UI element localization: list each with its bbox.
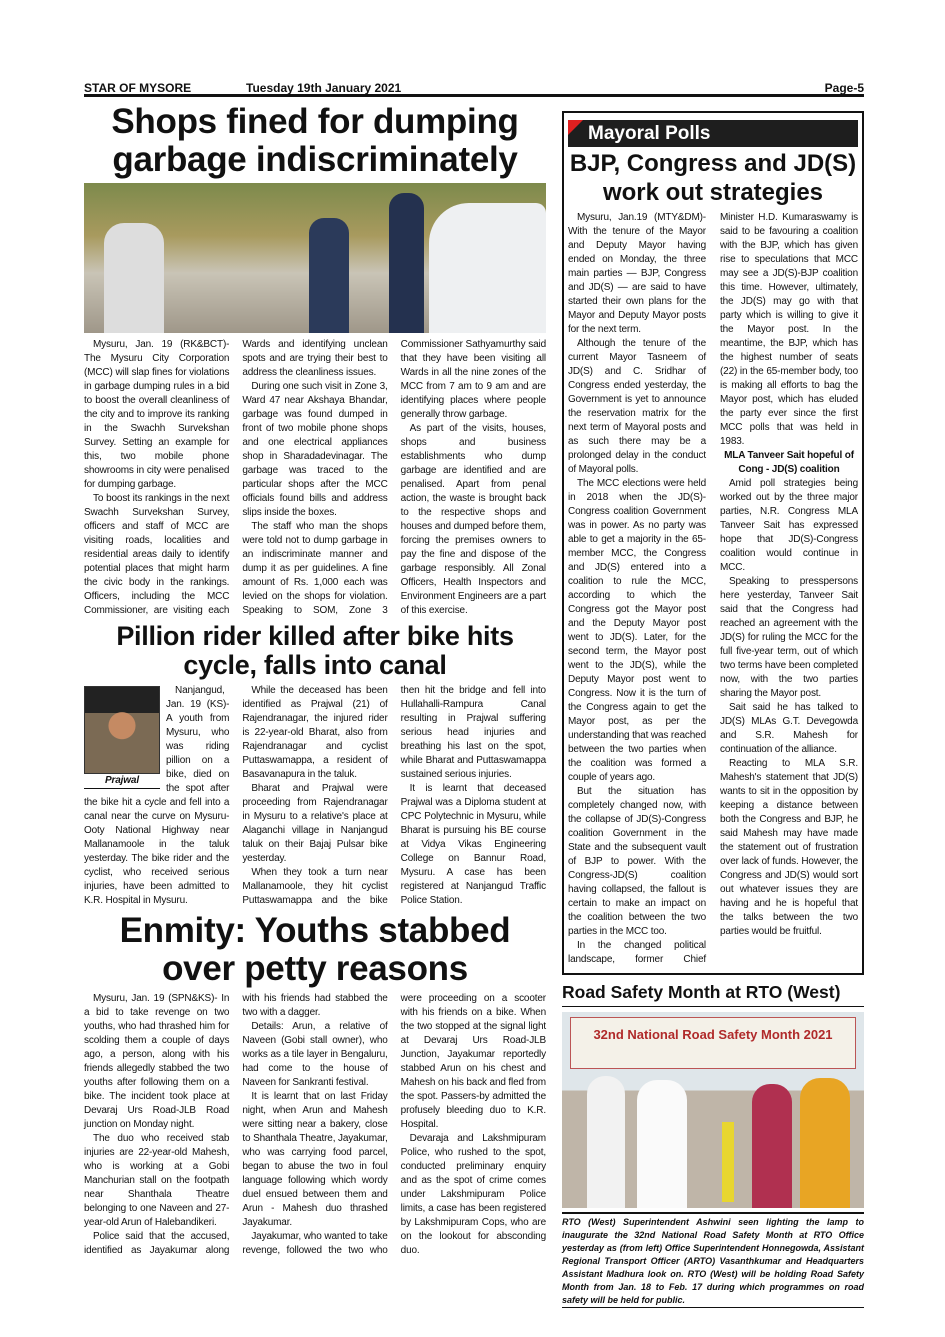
paragraph: Speaking to presspersons here yesterday, Tanveer Sait said that the Congress had reached an agreement with the JD(S) for ruling the MCC for the full five-year term, out of which two terms have been completed now, with the two parties sharing the Mayor post. xyxy=(720,576,858,699)
headline-shops-fined xyxy=(84,103,546,179)
right-stack xyxy=(562,111,864,1308)
mayoral-polls-box xyxy=(562,111,864,975)
paper-name: STAR OF MYSORE xyxy=(84,81,192,95)
paragraph: It is learnt that deceased Prajwal was a Diploma student at CPC Polytechnic in Mysuru, while Bharat is pursuing his BE course at Vidya Vikas Engineering College on Bannur Road, Mysuru. A case has been registered at Nanjangud Traffic Police Station. xyxy=(400,782,546,906)
paragraph: The duo who received stab injuries are 22-year-old Mahesh, who is working at a Gobi Manchurian stall on the footpath near Shanthala Theatre belonging to one Naveen and 27-year-old Arun of Halebandikeri. xyxy=(84,1132,230,1228)
paragraph: During one such visit in Zone 3, Ward 47 near Akshaya Bhandar, garbage was found dumped in front of two mobile phone shops and one electrical appliances shop in Sharadadevinagar. The garbage was traced to the particular shops after the MCC officials found bills and address slips inside the boxes. xyxy=(242,380,388,518)
kicker-label: Mayoral Polls xyxy=(588,123,711,144)
road-safety-photo xyxy=(562,1012,864,1208)
headline-line: work out strategies xyxy=(602,179,824,206)
paragraph: Reacting to MLA S.R. Mahesh's statement that JD(S) wants to sit in the opposition by keeping a distance between both the Congress and BJP, he said Mahesh may have made the statement out of frustration over lack of funds. However, the Congress and JD(S) would sort out whatever issues they are having and he is hopeful that the talks between the two parties would be fruitful. xyxy=(720,758,858,937)
paragraph: The staff who man the shops were told not to dump garbage in an indiscriminate manner and dump it as per guidelines. A fine amount of Rs. 1,000 each was levied on the shops for violation. Speaking to SOM, Zone 3 Commissioner Sathyamurthy said that they have been visiting all Wards in all the nine zones of the MCC from 7 am to 9 am and are identifying places where people generally throw garbage. xyxy=(242,338,546,616)
headline-line: Pillion rider killed after bike hits xyxy=(116,620,514,651)
paragraph: Although the tenure of the current Mayor Tasneem of JD(S) and C. Sridhar of Congress ended yesterday, the Government is yet to announce the reservation matrix for the next term of Mayoral posts and as such there may be a prolonged delay in the conduct of Mayoral polls. xyxy=(568,338,706,475)
person-figure xyxy=(752,1084,792,1208)
person-figure xyxy=(637,1080,687,1208)
paragraph: While the deceased has been identified as Prajwal (21) of Rajendranagar, the injured rider is 22-year-old Bharat, also from Rajendranagar and cyclist Puttaswamappa, a resident of Basavanapura in the taluk. xyxy=(242,684,388,780)
paragraph: Nanjangud, Jan. 19 (KS)- A youth from Mysuru, who was riding pillion on a bike, died on the spot after the bike hit a cycle and fell into a canal near the curve on Mysuru-Ooty National Highway near Mallanamoole in the taluk yesterday. The bike rider and the cyclist, who received serious injuries, have been admitted to K.R. Hospital in Mysuru. xyxy=(84,684,230,906)
paragraph: It is learnt that on last Friday night, when Arun and Mahesh were sitting near a bakery, close to Shanthala Theatre, Jayakumar, who was carrying food parcel, began to abuse the two in foul language following which wordy duel ensued between them and Arun - Mahesh duo thrashed Jayakumar. xyxy=(242,1090,388,1228)
headline-line: garbage indiscriminately xyxy=(112,139,518,179)
headline-youths-stabbed xyxy=(84,912,546,988)
paragraph: Mysuru, Jan. 19 (RK&BCT)- The Mysuru City Corporation (MCC) will slap fines for violations in garbage dumping rules in a bid to boost the overall cleanliness of the city and to improve its ranking in the Swachh Survekshan Survey. Setting an example for this, two mobile phone showrooms in city were penalised for dumping garbage. xyxy=(84,338,230,490)
event-banner: 32nd National Road Safety Month 2021 xyxy=(570,1017,856,1069)
paragraph: In the changed political landscape, former Chief Minister H.D. Kumaraswamy is said to be favouring a coalition with the BJP, which has given rise to speculations that MCC may see a JD(S)-BJP coalition this time. However, ultimately, the JD(S) may go with that party which is willing to give it the Mayor post. In the meantime, the BJP, which has the highest number of seats (22) in the 65-member body, too is making all efforts to bag the Mayor post, which has eluded the party ever since the first MCC polls that was held in 1983. xyxy=(568,212,858,965)
paragraph: When they took a turn near Mallanamoole, they hit cyclist Puttaswamappa and the bike then hit the bridge and fell into Hullahalli-Rampura Canal resulting in Prajwal suffering serious head injuries and breathing his last on the spot, while Bharat and Puttaswamappa sustained serious injuries. xyxy=(242,684,546,906)
car-shape xyxy=(429,203,546,333)
paragraph: As part of the visits, houses, shops and business establishments who dump garbage are identified and are penalised. Apart from penal action, the waste is brought back to the respective shops and houses and dumped before them, forcing the premises owners to pay the fine and dispose of the garbage responsibly. All Zonal Officers, Health Inspectors and Environment Engineers are a part of this exercise. xyxy=(400,422,546,616)
paragraph: Mysuru, Jan. 19 (SPN&KS)- In a bid to take revenge on two youths, who had thrashed him for scolding them a couple of days ago, a person, along with his friends allegedly stabbed the two youths after following them on a bike. The incident took place at Devaraj Urs Road-JLB Road junction on Monday night. xyxy=(84,992,230,1130)
paragraph: Details: Arun, a relative of Naveen (Gobi stall owner), who works as a tile layer in Bengaluru, had come to the house of Naveen for Sankranti festival. xyxy=(242,1020,388,1088)
paragraph: Mysuru, Jan.19 (MTY&DM)- With the tenure of the Mayor and Deputy Mayor having ended on Monday, the three main parties — BJP, Congress and JD(S) — are said to have started their own plans for the Mayor and Deputy Mayor posts for the next term. xyxy=(568,212,706,335)
person-figure xyxy=(389,193,424,333)
paragraph: Police said that the accused, identified as Jayakumar along with his friends had stabbed the two with a dagger. xyxy=(84,992,388,1256)
headline-line: Enmity: Youths stabbed xyxy=(119,910,511,950)
person-figure xyxy=(104,223,164,333)
headline-line: Shops fined for dumping xyxy=(111,102,519,141)
article-body-shops-fined xyxy=(84,338,546,618)
person-figure xyxy=(309,218,349,333)
paragraph: Amid poll strategies being worked out by the three major parties, N.R. Congress MLA Tanveer Sait has expressed hope that JD(S)-Congress coalition would continue in MCC. xyxy=(720,478,858,573)
photo-caption: RTO (West) Superintendent Ashwini seen lighting the lamp to inaugurate the 32nd National Road Safety Month at RTO Office yesterday as (from left) Office Superintendent Honnegowda, Assistant Regional Transport Officer (ARTO) Vasanthkumar and Headquarters Assistant Madhura look on. RTO (West) will be holding Road Safety Month from Jan. 18 to Feb. 17 during which programmes on road safety will be held for public. xyxy=(562,1212,864,1308)
paragraph: Sait said he has talked to JD(S) MLAs G.T. Devegowda and S.R. Mahesh for continuation of the alliance. xyxy=(720,702,858,755)
headline-line: over petty reasons xyxy=(162,948,468,988)
headline-line: cycle, falls into canal xyxy=(183,649,447,680)
lamp-icon xyxy=(722,1122,734,1202)
red-corner-icon xyxy=(568,120,583,135)
article-body-mayoral-polls xyxy=(568,211,858,967)
kicker-banner xyxy=(568,120,858,147)
paragraph: Jayakumar, who wanted to take revenge, followed the two who were proceeding on a scooter with his friends on a bike. When the two stopped at the signal light at Devaraj Urs Road-JLB Junction, Jayakumar reportedly stabbed Arun on his chest and Mahesh on his back and fled from the spot. Passers-by admitted the profusely bleeding duo to K.R. Hospital. xyxy=(242,992,546,1256)
paragraph: The MCC elections were held in 2018 when the JD(S)-Congress coalition Government was in power. As no party was able to get a majority in the 65-member MCC, the Congress and JD(S) entered into a coalition to rule the MCC, according to which the Congress got the Mayor post and the Deputy Mayor post went to JD(S). Later, for the second term, the Mayor post went to the JD(S), while the Deputy Mayor post went to Congress. Now it is the turn of the Congress again to get the Mayor post, as per the understanding that was reached between the two parties when the coalition was formed a couple of years ago. xyxy=(568,478,706,783)
person-figure xyxy=(800,1078,850,1208)
masthead xyxy=(84,80,864,97)
headline-mayoral-polls xyxy=(568,149,858,207)
headline-road-safety: Road Safety Month at RTO (West) xyxy=(562,982,864,1007)
paragraph: Bharat and Prajwal were proceeding from Rajendranagar in Mysuru to a relative's place at Alaganchi village in Nanjangud taluk on their Bajaj Pulsar bike yesterday. xyxy=(242,782,388,864)
article-body-youths-stabbed xyxy=(84,992,546,1258)
paragraph-group xyxy=(720,477,858,939)
left-stack xyxy=(84,101,546,1262)
portrait-image xyxy=(84,686,160,774)
garbage-photo xyxy=(84,183,546,333)
photo-caption: Prajwal xyxy=(84,774,160,789)
paragraph: To boost its rankings in the next Swachh Survekshan Survey, officers and staff of MCC are visiting roads, localities and residential areas daily to identify potential places that might harm the civic body in the rankings. Officers, including the MCC Commissioner, are visiting each Wards and identifying unclean spots and are trying their best to address the cleanliness issues. xyxy=(84,338,388,616)
page-number: Page-5 xyxy=(824,81,864,95)
headline-line: BJP, Congress and JD(S) xyxy=(569,150,857,177)
subheading: MLA Tanveer Sait hopeful of Cong - JD(S) coalition xyxy=(724,450,854,475)
paragraph: But the situation has completely changed now, with the collapse of JD(S)-Congress coalition Government in the State and the subsequent vault of BJP to power. With the Congress-JD(S) coalition having collapsed, the fallout is certain to make an impact on the coalition between the two parties in the MCC too. xyxy=(568,786,706,937)
prajwal-photo xyxy=(84,686,160,789)
headline-pillion-rider xyxy=(84,622,546,680)
paragraph: Devaraja and Lakshmipuram Police, who rushed to the spot, conducted preliminary enquiry and as the spot of crime comes under Lakshmipuram Police limits, a case has been registered by Lakshmipuram Cops, who are on the lookout for absconding duo. xyxy=(400,1132,546,1256)
article-body-pillion-rider xyxy=(84,684,546,908)
person-figure xyxy=(587,1076,625,1208)
issue-date: Tuesday 19th January 2021 xyxy=(246,81,402,95)
